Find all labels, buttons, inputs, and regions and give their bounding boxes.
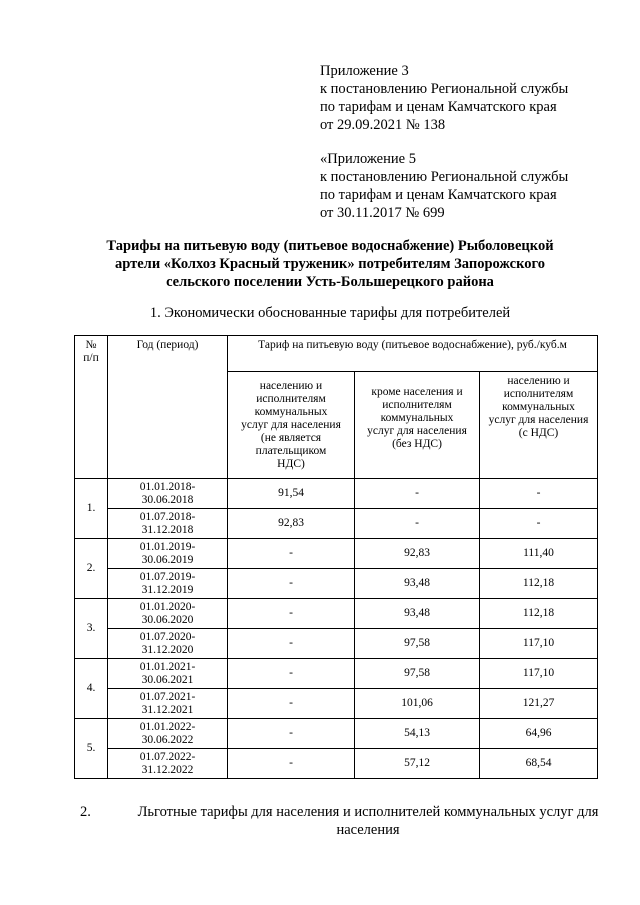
tariff-cell: - xyxy=(228,569,355,599)
title-line: Тарифы на питьевую воду (питьевое водоснабжение) Рыболовецкой xyxy=(106,238,554,254)
table-row xyxy=(75,599,598,629)
header-population-with-vat: населению и исполнителям коммунальных услуг для населения (с НДС) xyxy=(480,372,598,479)
annex-line: по тарифам и ценам Камчатского края xyxy=(320,187,557,203)
period-cell: 01.07.2020- 31.12.2020 xyxy=(108,629,228,659)
title-line: сельского поселении Усть-Большерецкого района xyxy=(166,274,494,290)
header-number: № п/п xyxy=(75,336,108,479)
tariff-cell: - xyxy=(228,689,355,719)
tariff-cell: 111,40 xyxy=(480,539,598,569)
tariff-cell: - xyxy=(228,659,355,689)
row-number: 2. xyxy=(75,539,108,599)
tariff-cell: 92,83 xyxy=(355,539,480,569)
tariff-cell: 97,58 xyxy=(355,629,480,659)
row-number: 4. xyxy=(75,659,108,719)
header-period: Год (период) xyxy=(108,336,228,479)
annex-line: к постановлению Региональной службы xyxy=(320,169,569,185)
period-cell: 01.01.2018- 30.06.2018 xyxy=(108,479,228,509)
tariff-cell: 68,54 xyxy=(480,749,598,779)
table-row xyxy=(75,689,598,719)
section-2-text: Льготные тарифы для населения и исполнителей коммунальных услуг для населения xyxy=(137,804,599,838)
tariff-cell: 92,83 xyxy=(228,509,355,539)
section-2-number: 2. xyxy=(80,804,91,820)
header-population-no-vat: населению и исполнителям коммунальных услуг для населения (не является плательщиком НДС) xyxy=(228,372,355,479)
period-cell: 01.07.2019- 31.12.2019 xyxy=(108,569,228,599)
header-other-without-vat: кроме населения и исполнителям коммунальных услуг для населения (без НДС) xyxy=(355,372,480,479)
period-cell: 01.07.2022- 31.12.2022 xyxy=(108,749,228,779)
period-cell: 01.07.2021- 31.12.2021 xyxy=(108,689,228,719)
tariff-cell: 97,58 xyxy=(355,659,480,689)
period-cell: 01.01.2020- 30.06.2020 xyxy=(108,599,228,629)
tariff-cell: - xyxy=(480,479,598,509)
section-1-heading: 1. Экономически обоснованные тарифы для потребителей xyxy=(149,305,511,321)
tariff-cell: 64,96 xyxy=(480,719,598,749)
period-cell: 01.01.2019- 30.06.2019 xyxy=(108,539,228,569)
tariff-cell: 57,12 xyxy=(355,749,480,779)
annex-original-reference xyxy=(320,150,568,222)
tariff-cell: - xyxy=(355,479,480,509)
tariff-cell: - xyxy=(228,719,355,749)
tariff-cell: 101,06 xyxy=(355,689,480,719)
tariff-cell: 93,48 xyxy=(355,599,480,629)
annex-current-reference xyxy=(320,62,568,134)
tariff-cell: 112,18 xyxy=(480,569,598,599)
table-row xyxy=(75,509,598,539)
row-number: 1. xyxy=(75,479,108,539)
annex-line: от 30.11.2017 № 699 xyxy=(320,205,445,221)
tariff-cell: 121,27 xyxy=(480,689,598,719)
annex-line: Приложение 3 xyxy=(320,63,409,79)
annex-line: к постановлению Региональной службы xyxy=(320,81,569,97)
table-row xyxy=(75,569,598,599)
tariff-cell: 117,10 xyxy=(480,629,598,659)
title-line: артели «Колхоз Красный труженик» потребителям Запорожского xyxy=(115,256,545,272)
tariff-table xyxy=(74,335,598,779)
tariff-cell: - xyxy=(228,629,355,659)
tariff-cell: - xyxy=(355,509,480,539)
table-row xyxy=(75,719,598,749)
tariff-cell: - xyxy=(228,749,355,779)
annex-line: от 29.09.2021 № 138 xyxy=(320,117,446,133)
header-tariff: Тариф на питьевую воду (питьевое водоснабжение), руб./куб.м xyxy=(228,336,598,372)
tariff-cell: - xyxy=(228,599,355,629)
period-cell: 01.01.2022- 30.06.2022 xyxy=(108,719,228,749)
table-row xyxy=(75,629,598,659)
period-cell: 01.01.2021- 30.06.2021 xyxy=(108,659,228,689)
tariff-cell: 112,18 xyxy=(480,599,598,629)
annex-line: «Приложение 5 xyxy=(320,151,416,167)
annex-line: по тарифам и ценам Камчатского края xyxy=(320,99,557,115)
period-cell: 01.07.2018- 31.12.2018 xyxy=(108,509,228,539)
tariff-cell: 117,10 xyxy=(480,659,598,689)
row-number: 5. xyxy=(75,719,108,779)
table-row xyxy=(75,479,598,509)
table-row xyxy=(75,749,598,779)
table-row xyxy=(75,539,598,569)
tariff-cell: 91,54 xyxy=(228,479,355,509)
table-row xyxy=(75,659,598,689)
row-number: 3. xyxy=(75,599,108,659)
tariff-cell: 54,13 xyxy=(355,719,480,749)
tariff-cell: 93,48 xyxy=(355,569,480,599)
tariff-cell: - xyxy=(480,509,598,539)
tariff-cell: - xyxy=(228,539,355,569)
document-title xyxy=(60,237,600,291)
